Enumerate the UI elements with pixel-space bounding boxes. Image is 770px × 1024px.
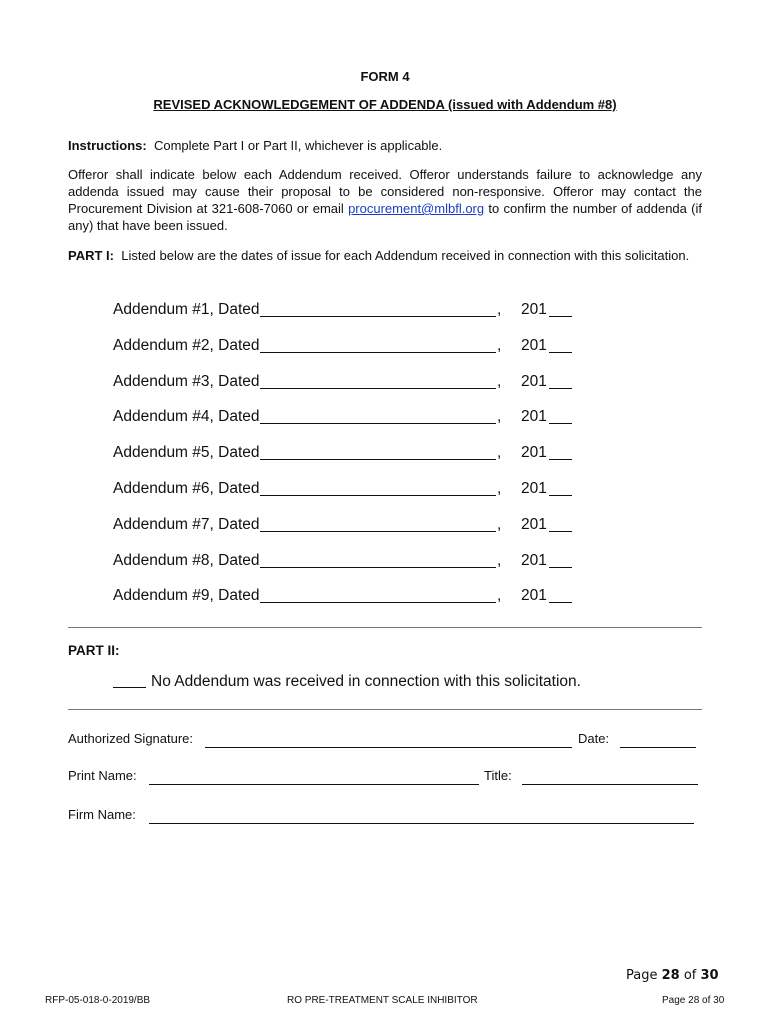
addendum-label: Addendum #4, Dated — [113, 408, 260, 425]
addendum-label: Addendum #5, Dated — [113, 444, 260, 461]
form-title: FORM 4 — [360, 69, 410, 84]
addendum-label: Addendum #8, Dated — [113, 552, 260, 569]
divider-line — [68, 709, 702, 710]
addendum-row — [113, 444, 583, 466]
addendum-label: Addendum #2, Dated — [113, 337, 260, 354]
addendum-comma: , — [497, 373, 502, 390]
addendum-row — [113, 373, 583, 395]
page-total: 30 — [700, 968, 719, 983]
addendum-comma: , — [497, 480, 502, 497]
footer-center: RO PRE-TREATMENT SCALE INHIBITOR — [287, 995, 478, 1006]
title-field[interactable] — [522, 783, 698, 785]
no-addendum-row — [113, 673, 581, 691]
no-addendum-text: No Addendum was received in connection with this solicitation. — [151, 673, 581, 690]
offeror-text-before: Offeror shall indicate below each Addendum received. Offeror understands failure to acknowledge any addenda issued may cause their proposal to be considered non-responsive. Offeror may contact the Procurement Division at 321-608-7060 or email — [68, 167, 702, 216]
addendum-date-field[interactable] — [260, 602, 496, 603]
addendum-label: Addendum #7, Dated — [113, 516, 260, 533]
addendum-year-field[interactable] — [549, 567, 572, 568]
addendum-year-field[interactable] — [549, 316, 572, 317]
part1-label: PART I: — [68, 248, 114, 263]
instructions-text: Complete Part I or Part II, whichever is applicable. — [153, 138, 443, 153]
part1-paragraph — [68, 247, 702, 264]
addendum-label: Addendum #6, Dated — [113, 480, 260, 497]
date-field[interactable] — [620, 746, 696, 748]
addendum-row — [113, 587, 583, 609]
addendum-year-prefix: 201 — [521, 444, 547, 461]
addendum-date-field[interactable] — [260, 352, 496, 353]
no-addendum-blank[interactable] — [113, 687, 146, 688]
addendum-row — [113, 408, 583, 430]
page-of: of — [679, 968, 701, 983]
offeror-paragraph — [68, 166, 702, 234]
addendum-year-field[interactable] — [549, 495, 572, 496]
print-name-label: Print Name: — [68, 768, 137, 783]
addendum-year-field[interactable] — [549, 459, 572, 460]
addendum-year-field[interactable] — [549, 423, 572, 424]
addendum-year-prefix: 201 — [521, 337, 547, 354]
addendum-year-field[interactable] — [549, 531, 572, 532]
page-number — [626, 968, 719, 983]
addendum-date-field[interactable] — [260, 567, 496, 568]
instructions-label: Instructions: — [68, 138, 147, 153]
addendum-label: Addendum #3, Dated — [113, 373, 260, 390]
addendum-date-field[interactable] — [260, 388, 496, 389]
addendum-date-field[interactable] — [260, 316, 496, 317]
date-label: Date: — [578, 731, 610, 746]
addendum-year-prefix: 201 — [521, 587, 547, 604]
print-name-field[interactable] — [149, 783, 479, 785]
authorized-signature-field[interactable] — [205, 746, 572, 748]
part1-text: Listed below are the dates of issue for each Addendum received in connection with this solicitation. — [121, 248, 690, 263]
addendum-comma: , — [497, 552, 502, 569]
addendum-year-prefix: 201 — [521, 480, 547, 497]
firm-name-label: Firm Name: — [68, 807, 136, 822]
footer-right: Page 28 of 30 — [662, 995, 725, 1006]
addendum-year-prefix: 201 — [521, 552, 547, 569]
page-prefix: Page — [626, 968, 662, 983]
addendum-row — [113, 516, 583, 538]
addendum-date-field[interactable] — [260, 495, 496, 496]
addendum-comma: , — [497, 408, 502, 425]
addendum-comma: , — [497, 301, 502, 318]
addendum-date-field[interactable] — [260, 423, 496, 424]
addendum-year-prefix: 201 — [521, 408, 547, 425]
form-subtitle: REVISED ACKNOWLEDGEMENT OF ADDENDA (issued with Addendum #8) — [153, 97, 617, 112]
instructions-paragraph — [68, 137, 702, 154]
addendum-label: Addendum #9, Dated — [113, 587, 260, 604]
addendum-year-field[interactable] — [549, 352, 572, 353]
addendum-label: Addendum #1, Dated — [113, 301, 260, 318]
part2-label: PART II: — [68, 643, 120, 658]
addendum-year-field[interactable] — [549, 388, 572, 389]
addendum-comma: , — [497, 516, 502, 533]
addendum-comma: , — [497, 587, 502, 604]
addendum-date-field[interactable] — [260, 459, 496, 460]
offeror-text-after: to confirm the number of addenda (if any) that have been issued. — [68, 201, 702, 233]
procurement-email-link[interactable]: procurement@mlbfl.org — [348, 201, 485, 216]
addendum-row — [113, 337, 583, 359]
addendum-comma: , — [497, 444, 502, 461]
addendum-row — [113, 480, 583, 502]
addendum-year-prefix: 201 — [521, 301, 547, 318]
addendum-year-prefix: 201 — [521, 516, 547, 533]
addendum-comma: , — [497, 337, 502, 354]
addendum-date-field[interactable] — [260, 531, 496, 532]
addendum-row — [113, 301, 583, 323]
addendum-year-prefix: 201 — [521, 373, 547, 390]
divider-line — [68, 627, 702, 628]
page-current: 28 — [661, 968, 680, 983]
addendum-row — [113, 552, 583, 574]
addendum-year-field[interactable] — [549, 602, 572, 603]
firm-name-field[interactable] — [149, 822, 694, 824]
footer-left: RFP-05-018-0-2019/BB — [45, 995, 151, 1006]
authorized-signature-label: Authorized Signature: — [68, 731, 194, 746]
title-label: Title: — [484, 768, 512, 783]
